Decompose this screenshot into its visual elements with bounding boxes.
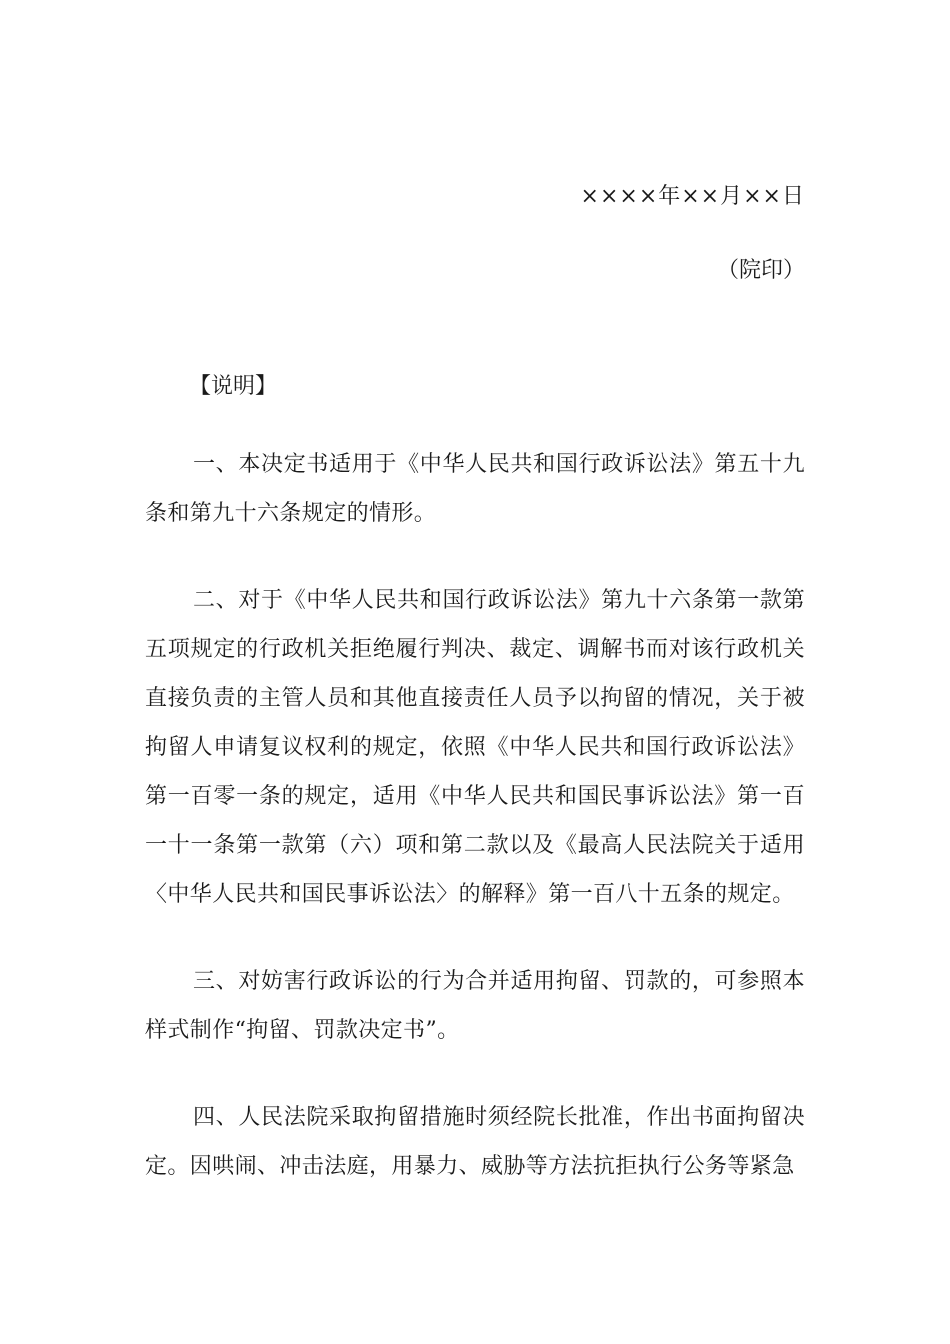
date-line: ××××年××月××日 xyxy=(580,184,805,209)
note-paragraph-1: 一、本决定书适用于《中华人民共和国行政诉讼法》第五十九条和第九十六条规定的情形。 xyxy=(145,452,805,526)
note-paragraph-2: 二、对于《中华人民共和国行政诉讼法》第九十六条第一款第五项规定的行政机关拒绝履行判决、裁定、调解书而对该行政机关直接负责的主管人员和其他直接责任人员予以拘留的情况，关于被拘留人申请复议权利的规定，依照《中华人民共和国行政诉讼法》第一百零一条的规定，适用《中华人民共和国民事诉讼法》第一百一十一条第一款第（六）项和第二款以及《最高人民法院关于适用〈中华人民共和国民事诉讼法〉的解释》第一百八十五条的规定。 xyxy=(145,588,805,907)
note-paragraph-4: 四、人民法院采取拘留措施时须经院长批准，作出书面拘留决定。因哄闹、冲击法庭，用暴力、威胁等方法抗拒执行公务等紧急 xyxy=(145,1105,805,1179)
note-paragraph-3: 三、对妨害行政诉讼的行为合并适用拘留、罚款的，可参照本样式制作“拘留、罚款决定书”。 xyxy=(145,969,805,1043)
court-seal-label: （院印） xyxy=(716,258,805,283)
notes-heading: 【说明】 xyxy=(189,374,278,399)
notes-section xyxy=(145,372,805,1191)
